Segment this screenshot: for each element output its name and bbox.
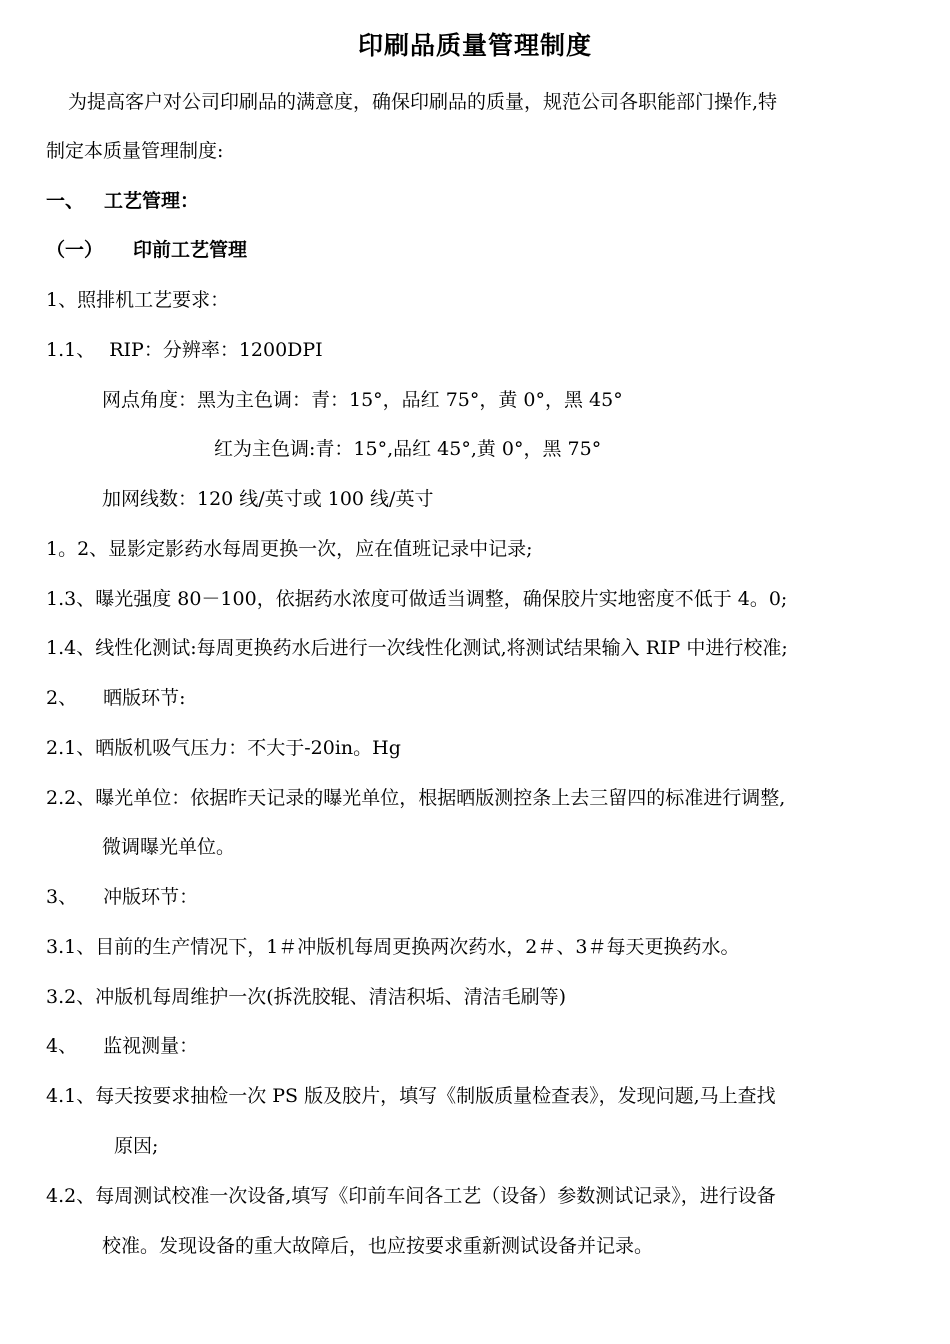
item-title: 监视测量： xyxy=(103,1035,199,1057)
item-2-2-line-2: 微调曝光单位。 xyxy=(102,836,236,858)
item-1: 1、照排机工艺要求： xyxy=(46,289,230,311)
subsection-heading-1 xyxy=(46,235,247,265)
section-number: 一、 xyxy=(46,190,85,212)
item-1-4: 1.4、线性化测试:每周更换药水后进行一次线性化测试,将测试结果输入 RIP 中进行校准; xyxy=(46,637,788,659)
item-number: 2、 xyxy=(46,687,78,709)
item-2-1: 2.1、晒版机吸气压力：不大于-20in。Hg xyxy=(46,737,401,759)
screen-angle-line: 网点角度：黑为主色调：青：15°，品红 75°，黄 0°，黑 45° xyxy=(102,389,623,411)
document-title: 印刷品质量管理制度 xyxy=(357,31,592,60)
item-4-2-line-2: 校准。发现设备的重大故障后，也应按要求重新测试设备并记录。 xyxy=(102,1235,654,1257)
subsection-number: （一） xyxy=(46,239,104,261)
item-2 xyxy=(46,683,186,713)
item-3 xyxy=(46,882,198,912)
section-heading-1 xyxy=(46,186,199,216)
subsection-title: 印前工艺管理 xyxy=(133,239,248,261)
item-number: 1.1、 xyxy=(46,339,96,361)
intro-line-1: 为提高客户对公司印刷品的满意度，确保印刷品的质量，规范公司各职能部门操作,特 xyxy=(68,91,778,113)
item-4 xyxy=(46,1031,198,1061)
item-4-2-line-1: 4.2、每周测试校准一次设备,填写《印前车间各工艺（设备）参数测试记录》，进行设备 xyxy=(46,1185,776,1207)
section-title: 工艺管理： xyxy=(104,190,200,212)
item-1-2: 1。2、显影定影药水每周更换一次，应在值班记录中记录; xyxy=(46,538,533,560)
item-3-2: 3.2、冲版机每周维护一次(拆洗胶辊、清洁积垢、清洁毛刷等) xyxy=(46,986,567,1008)
item-number: 3、 xyxy=(46,886,78,908)
item-2-2-line-1: 2.2、曝光单位：依据昨天记录的曝光单位，根据晒版测控条上去三留四的标准进行调整, xyxy=(46,787,786,809)
item-text: RIP：分辨率：1200DPI xyxy=(109,339,323,361)
item-1-1 xyxy=(46,335,323,365)
item-1-3: 1.3、曝光强度 80－100，依据药水浓度可做适当调整，确保胶片实地密度不低于 4。0; xyxy=(46,588,788,610)
item-number: 4、 xyxy=(46,1035,78,1057)
item-3-1: 3.1、目前的生产情况下，1＃冲版机每周更换两次药水，2＃、3＃每天更换药水。 xyxy=(46,936,740,958)
red-tone-angle-line: 红为主色调:青：15°,品红 45°,黄 0°，黑 75° xyxy=(214,438,602,460)
intro-line-2: 制定本质量管理制度: xyxy=(46,140,224,162)
screen-lines-line: 加网线数：120 线/英寸或 100 线/英寸 xyxy=(102,488,434,510)
item-4-1-line-1: 4.1、每天按要求抽检一次 PS 版及胶片，填写《制版质量检查表》，发现问题,马上查找 xyxy=(46,1085,776,1107)
item-title: 冲版环节： xyxy=(103,886,199,908)
item-title: 晒版环节: xyxy=(103,687,186,709)
item-4-1-line-2: 原因; xyxy=(114,1135,159,1157)
